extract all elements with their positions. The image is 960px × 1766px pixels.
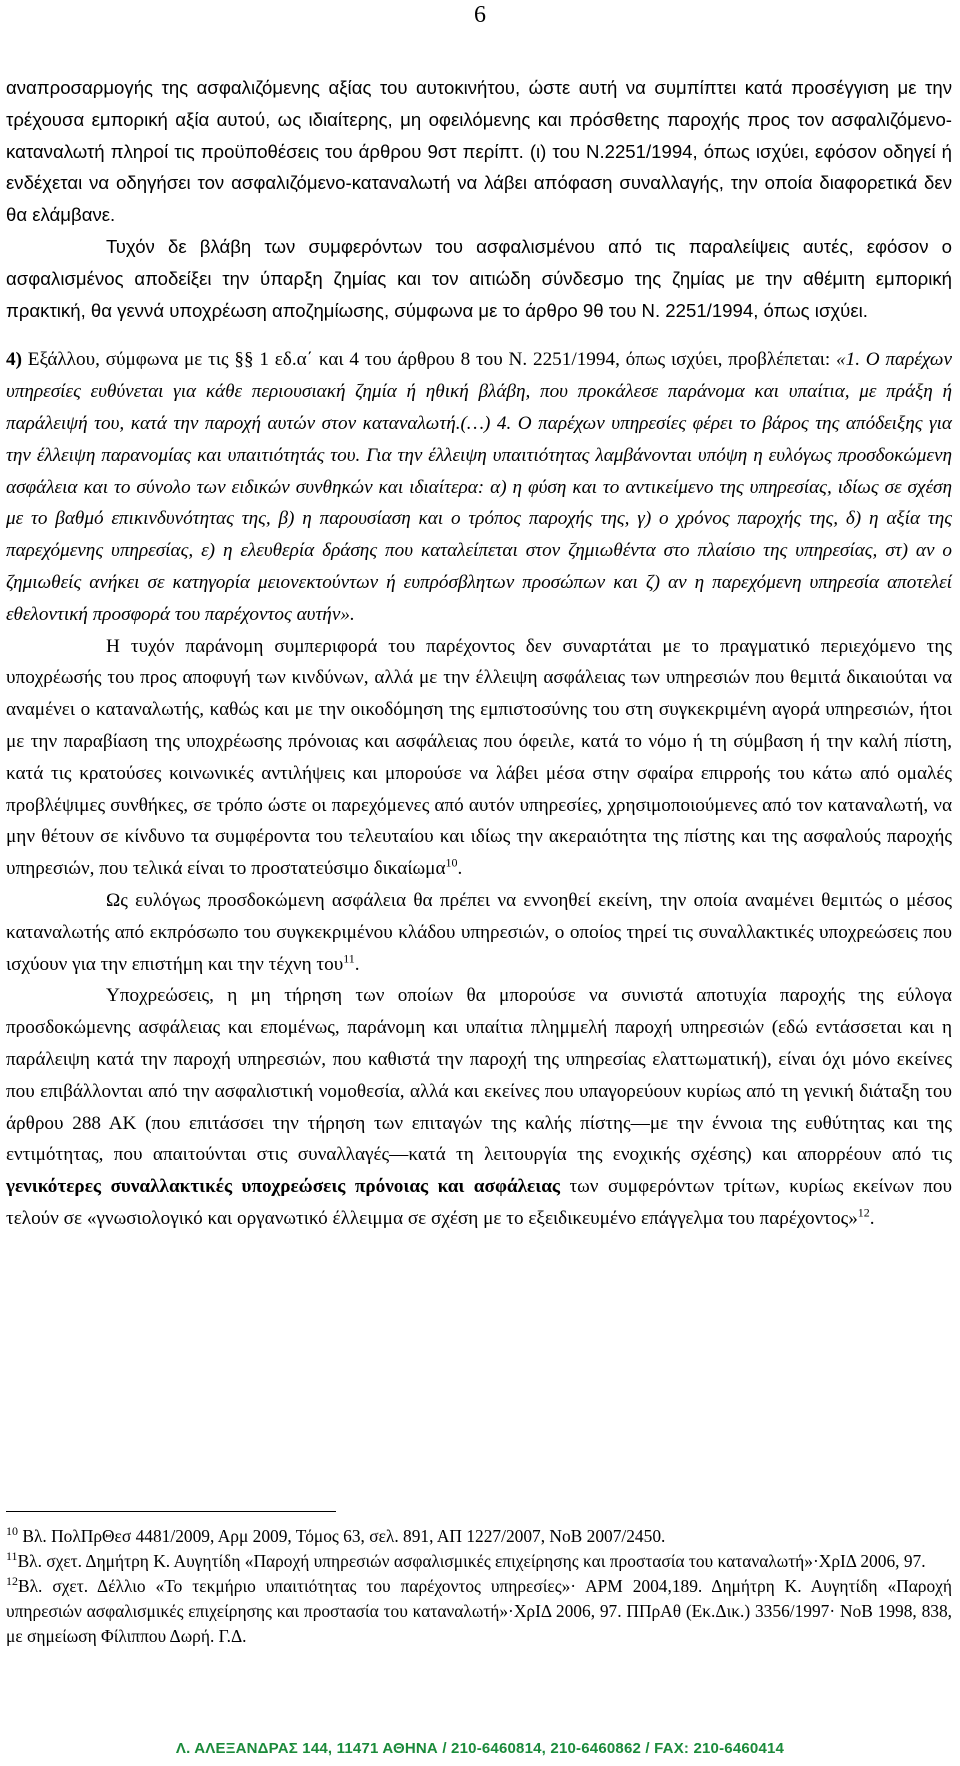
footnote-ref-12[interactable]: 12 <box>857 1205 870 1220</box>
footnote-number: 10 <box>6 1524 18 1539</box>
paragraph-4: Ως ευλόγως προσδοκώμενη ασφάλεια θα πρέπει να εννοηθεί εκείνη, την οποία αναμένει θεμιτώς ο μέσος καταναλωτής από εκπρόσωπο του συγκεκριμένου κλάδου υπηρεσιών, ο οποίος τηρεί τις συναλλακτικές υποχρεώσεις που ισχύουν για την επιστήμη και την τέχνη του$^{11}$. <box>6 889 952 975</box>
section-4-quote: «1. Ο παρέχων υπηρεσίες ευθύνεται για κάθε περιουσιακή ζημία ή ηθική βλάβη, που προκάλεσε παράνομα και υπαίτια, με πράξη ή παράλειψή του, κατά την παροχή αυτών στον καταναλωτή.(…) 4. Ο παρέχων υπηρεσίες φέρει το βάρος της απόδειξης για την έλλειψη παρανομίας και υπαιτιότητάς του. Για την έλλειψη υπαιτιότητας λαμβάνονται υπόψη η ευλόγως προσδοκώμενη ασφάλεια και το σύνολο των ειδικών συνθηκών και ιδιαίτερα: α) η φύση και το αντικείμενο της υπηρεσίας, ιδίως σε σχέση με το βαθμό επικινδυνότητας της, β) η παρουσίαση και ο τρόπος παροχής της, γ) ο χρόνος παροχής της, δ) η αξία της παρεχόμενης υπηρεσίας, ε) η ελευθερία δράσης που καταλείπεται στον ζημιωθέντα στο πλαίσιο της υπηρεσίας, στ) αν ο ζημιωθείς ανήκει σε κατηγορία μειονεκτούντων ή ευπρόσβλητων προσώπων και ζ) αν η παρεχόμενη υπηρεσία αποτελεί εθελοντική προσφορά του παρέχοντος αυτήν». <box>6 349 952 625</box>
footnote-text: Βλ. σχετ. Δέλλιο «Το τεκμήριο υπαιτιότητας του παρέχοντος υπηρεσίες»· ΑΡΜ 2004,189. Δημήτρη Κ. Αυγητίδη «Παροχή υπηρεσιών ασφαλισμικές επιχείρησης και προστασία του καταναλωτή»·ΧρΙΔ 2006, 97. ΠΠρΑθ (Εκ.Δικ.) 3356/1997· ΝοΒ 1998, 838, με σημείωση Φίλιππου Δωρή. Γ.Δ. <box>6 1576 952 1646</box>
footnote-12 <box>6 1574 952 1649</box>
footnote-number: 11 <box>6 1549 18 1564</box>
paragraph-1: αναπροσαρμογής της ασφαλιζόμενης αξίας του αυτοκινήτου, ώστε αυτή να συμπίπτει κατά προσέγγιση με την τρέχουσα εμπορική αξία αυτού, ως ιδιαίτερης, μη οφειλόμενης και πρόσθετης παροχής προς τον ασφαλιζόμενο-καταναλωτή πληροί τις προϋποθέσεις του άρθρου 9στ περίπτ. (ι) του Ν.2251/1994, όπως ισχύει, εφόσον οδηγεί ή ενδέχεται να οδηγήσει τον ασφαλιζόμενο-καταναλωτή να λάβει απόφαση συναλλαγής, την οποία διαφορετικά δεν θα ελάμβανε. <box>6 77 952 226</box>
footnote-10 <box>6 1524 952 1549</box>
paragraph-2: Τυχόν δε βλάβη των συμφερόντων του ασφαλισμένου από τις παραλείψεις αυτές, εφόσον ο ασφαλισμένος αποδείξει την ύπαρξη ζημίας και τον αιτιώδη σύνδεσμο της ζημίας με την αθέμιτη εμπορική πρακτική, θα γεννά υποχρέωση αποζημίωσης, σύμφωνα με το άρθρο 9θ του Ν. 2251/1994, όπως ισχύει. <box>6 235 952 321</box>
footnote-separator <box>6 1511 336 1512</box>
paragraph-4-text: Ως ευλόγως προσδοκώμενη ασφάλεια θα πρέπει να εννοηθεί εκείνη, την οποία αναμένει θεμιτώς ο μέσος καταναλωτής από εκπρόσωπο του συγκεκριμένου κλάδου υπηρεσιών, ο οποίος τηρεί τις συναλλακτικές υποχρεώσεις που ισχύουν για την επιστήμη και την τέχνη του <box>6 889 952 975</box>
paragraph-3: Η τυχόν παράνομη συμπεριφορά του παρέχοντος δεν συναρτάται με το πραγματικό περιεχόμενο της υποχρέωσής του προς αποφυγή των κινδύνων, αλλά με την έλλειψη ασφάλειας των υπηρεσιών που θεμιτά δικαιούται να αναμένει ο καταναλωτής, καθώς και με την οικοδόμηση της εμπιστοσύνης του στη συγκεκριμένη αγορά υπηρεσιών, ήτοι με την παραβίαση της υποχρέωσης πρόνοιας και ασφάλειας που όφειλε, κατά το νόμο ή τη σύμβαση ή την καλή πίστη, κατά τις κρατούσες κοινωνικές αντιλήψεις και μπορούσε να λάβει μέσα στην σφαίρα επιρροής του κάτω από ομαλές προβλέψιμες συνθήκες, σε τρόπο ώστε οι παρεχόμενες από αυτόν υπηρεσίες, χρησιμοποιούμενες από τον καταναλωτή, να μην θέτουν σε κίνδυνο τα συμφέροντα του τελευταίου και ιδίως την ακεραιότητα της πίστης και της ασφαλούς παροχής υπηρεσιών, που τελικά είναι το προστατεύσιμο δικαίωμα$^{10}$. <box>6 635 952 880</box>
page-footer-address: Λ. ΑΛΕΞΑΝΔΡΑΣ 144, 11471 ΑΘΗΝΑ / 210-6460814, 210-6460862 / FAX: 210-6460414 <box>175 1740 785 1757</box>
footnote-text: Βλ. ΠολΠρΘεσ 4481/2009, Αρμ 2009, Τόμος 63, σελ. 891, ΑΠ 1227/2007, ΝοΒ 2007/2450. <box>18 1526 666 1546</box>
footnotes <box>6 1524 952 1649</box>
page-number: 6 <box>474 2 486 28</box>
footnote-11 <box>6 1549 952 1574</box>
paragraph-5-bold: γενικότερες συναλλακτικές υποχρεώσεις πρόνοιας και ασφάλειας <box>6 1176 561 1198</box>
paragraph-3-text: Η τυχόν παράνομη συμπεριφορά του παρέχοντος δεν συναρτάται με το πραγματικό περιεχόμενο της υποχρέωσής του προς αποφυγή των κινδύνων, αλλά με την έλλειψη ασφάλειας των υπηρεσιών που θεμιτά δικαιούται να αναμένει ο καταναλωτής, καθώς και με την οικοδόμηση της εμπιστοσύνης του στη συγκεκριμένη αγορά υπηρεσιών, ήτοι με την παραβίαση της υποχρέωσης πρόνοιας και ασφάλειας που όφειλε, κατά το νόμο ή τη σύμβαση ή την καλή πίστη, κατά τις κρατούσες κοινωνικές αντιλήψεις και μπορούσε να λάβει μέσα στην σφαίρα επιρροής του κάτω από ομαλές προβλέψιμες συνθήκες, σε τρόπο ώστε οι παρεχόμενες από αυτόν υπηρεσίες, χρησιμοποιούμενες από τον καταναλωτή, να μην θέτουν σε κίνδυνο τα συμφέροντα του τελευταίου και ιδίως την ακεραιότητα της πίστης και της ασφαλούς παροχής υπηρεσιών, που τελικά είναι το προστατεύσιμο δικαίωμα <box>6 635 952 880</box>
main-text <box>6 72 952 1235</box>
paragraph-5-text-b: των συμφερόντων τρίτων, κυρίως εκείνων που τελούν σε «γνωσιολογικό και οργανωτικό έλλειμμα σε σχέση με το εξειδικευμένο επάγγελμα του παρέχοντος» <box>6 1176 952 1229</box>
section-4-intro: Εξάλλου, σύμφωνα με τις §§ 1 εδ.α΄ και 4 του άρθρου 8 του Ν. 2251/1994, όπως ισχύει, προβλέπεται: <box>21 349 837 371</box>
section-4 <box>6 344 952 630</box>
paragraph-5: Υποχρεώσεις, η μη τήρηση των οποίων θα μπορούσε να συνιστά αποτυχία παροχής της εύλογα προσδοκώμενης ασφάλειας και επομένως, παράνομη και υπαίτια πλημμελή παροχή υπηρεσιών (εδώ εντάσσεται και η παράλειψη κατά την παροχή υπηρεσιών, που καθιστά την παροχή της υπηρεσίας ελαττωματική), είναι όχι μόνο εκείνες που επιβάλλονται από την ασφαλιστική νομοθεσία, αλλά και εκείνες που υπαγορεύουν κυρίως από τη γενική διάταξη του άρθρου 288 ΑΚ (που επιτάσσει την τήρηση των επιταγών της καλής πίστης—με την έννοια της ευθύτητας και της εντιμότητας, που απαιτούνται στις συναλλαγές—κατά τη λειτουργία της ενοχικής σχέσης) και απορρέουν από τις γενικότερες συναλλακτικές υποχρεώσεις πρόνοιας και ασφάλειας των συμφερόντων τρίτων, κυρίως εκείνων που τελούν σε «γνωσιολογικό και οργανωτικό έλλειμμα σε σχέση με το εξειδικευμένο επάγγελμα του παρέχοντος»$^{12}$. <box>6 985 952 1229</box>
footnote-ref-11[interactable]: 11 <box>343 951 355 966</box>
footnote-text: Βλ. σχετ. Δημήτρη Κ. Αυγητίδη «Παροχή υπηρεσιών ασφαλισμικές επιχείρησης και προστασία του καταναλωτή»·ΧρΙΔ 2006, 97. <box>17 1551 926 1571</box>
footnote-number: 12 <box>6 1574 18 1589</box>
footnote-ref-10[interactable]: 10 <box>445 855 458 870</box>
paragraph-5-text-a: Υποχρεώσεις, η μη τήρηση των οποίων θα μπορούσε να συνιστά αποτυχία παροχής της εύλογα προσδοκώμενης ασφάλειας και επομένως, παράνομη και υπαίτια πλημμελή παροχή υπηρεσιών (εδώ εντάσσεται και η παράλειψη κατά την παροχή υπηρεσιών, που καθιστά την παροχή της υπηρεσίας ελαττωματική), είναι όχι μόνο εκείνες που επιβάλλονται από την ασφαλιστική νομοθεσία, αλλά και εκείνες που υπαγορεύουν κυρίως από τη γενική διάταξη του άρθρου 288 ΑΚ (που επιτάσσει την τήρηση των επιταγών της καλής πίστης—με την έννοια της ευθύτητας και της εντιμότητας, που απαιτούνται στις συναλλαγές—κατά τη λειτουργία της ενοχικής σχέσης) και απορρέουν από τις <box>6 985 952 1166</box>
section-4-number: 4) <box>6 349 22 371</box>
